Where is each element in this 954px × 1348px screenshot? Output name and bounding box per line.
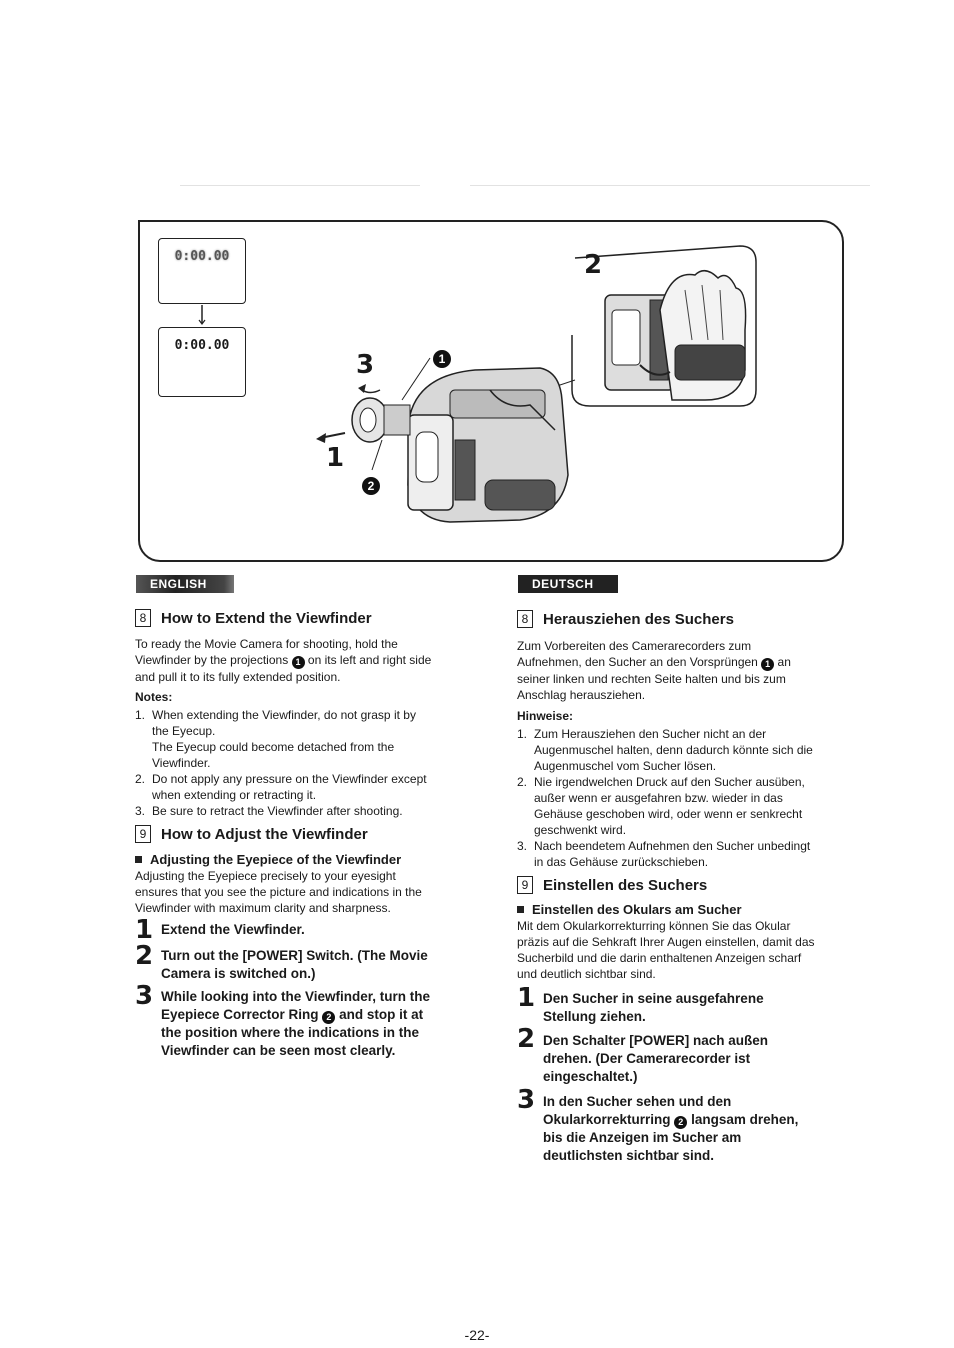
notes-label: Hinweise:: [517, 709, 574, 723]
sub-paragraph-en: Adjusting the Eyepiece precisely to your eyesight ensures that you see the picture and indications in the Viewfinder with maximum clarity and sharpness.: [135, 869, 422, 915]
language-badge-deutsch: DEUTSCH: [518, 575, 618, 593]
callout-2-icon: 2: [362, 477, 380, 495]
notes-list-en: [135, 707, 465, 819]
step-number: 1: [135, 915, 154, 945]
language-badge-english: ENGLISH: [136, 575, 234, 593]
section-heading-8-en: [135, 609, 372, 627]
page-number: -22-: [464, 1327, 490, 1343]
step-number: 3: [517, 1085, 536, 1115]
step-number: 1: [517, 983, 536, 1013]
callout-2-icon: 2: [322, 1011, 335, 1024]
section-heading-9-de: [517, 876, 707, 894]
paragraph-line: and pull it to its fully extended position.: [135, 670, 341, 684]
subheading-text: Einstellen des Okulars am Sucher: [532, 902, 742, 917]
step-number: 3: [135, 981, 154, 1011]
step-1-en: 1 Extend the Viewfinder.: [135, 915, 305, 945]
step-number: 2: [517, 1024, 536, 1054]
lcd-time-top: 0:00.00: [174, 249, 230, 264]
step-number: 2: [135, 941, 154, 971]
section-number: 9: [517, 876, 533, 894]
section-title: Herausziehen des Suchers: [543, 610, 734, 628]
callout-1-icon: 1: [761, 658, 774, 671]
illustration-step-2: 2: [584, 250, 603, 280]
section-title: How to Adjust the Viewfinder: [161, 825, 368, 843]
note-item: 2. Do not apply any pressure on the Viewfinder except when extending or retracting it.: [135, 772, 427, 802]
notes-list-de: [517, 726, 847, 870]
note-item: 3. Nach beendetem Aufnehmen den Sucher unbedingt in das Gehäuse zurückschieben.: [517, 839, 811, 869]
section-title: Einstellen des Suchers: [543, 876, 708, 894]
section-number: 8: [517, 610, 533, 628]
lcd-display-top: [158, 238, 246, 304]
step-2-de: 2 Den Schalter [POWER] nach außen drehen. (Der Camerarecorder ist eingeschaltet.): [517, 1024, 769, 1084]
step-3-de: 3 In den Sucher sehen und den Okularkorrekturring 2 langsam drehen, bis die Anzeigen im Sucher am deutlichsten sichtbar sind.: [517, 1085, 799, 1163]
scan-line: [180, 185, 420, 186]
section-heading-9-en: [135, 825, 368, 843]
subheading-en: [135, 852, 401, 867]
callout-1-icon: 1: [433, 350, 451, 368]
note-item: 1. When extending the Viewfinder, do not grasp it by the Eyecup. The Eyecup could become detached from the Viewfinder.: [135, 708, 416, 770]
lcd-time-bottom: 0:00.00: [174, 338, 230, 353]
paragraph-en: [135, 636, 465, 685]
text: Viewfinder by the projections: [135, 653, 289, 667]
step-1-de: 1 Den Sucher in seine ausgefahrene Stellung ziehen.: [517, 983, 764, 1024]
section-number: 9: [135, 825, 151, 843]
callout-1-icon: 1: [292, 656, 305, 669]
callout-2-icon: 2: [674, 1116, 687, 1129]
note-item: 3. Be sure to retract the Viewfinder after shooting.: [135, 804, 403, 818]
lcd-display-bottom: [158, 327, 246, 397]
step-3-en: 3 While looking into the Viewfinder, turn the Eyepiece Corrector Ring 2 and stop it at the position where the indications in the Viewfinder can be seen most clearly.: [135, 981, 431, 1058]
notes-label: Notes:: [135, 690, 173, 704]
note-item: 1. Zum Herausziehen den Sucher nicht an der Augenmuschel halten, denn dadurch könnte sich die Augenmuschel vom Sucher lösen.: [517, 727, 813, 773]
sub-paragraph-de: Mit dem Okularkorrekturring können Sie das Okular präzis auf die Sehkraft Ihrer Augen einstellen, damit das Sucherbild und die darin enthaltenen Anzeigen scharf und deutlich sichtbar sind.: [517, 919, 815, 981]
paragraph-line: [135, 652, 465, 669]
subheading-de: [517, 902, 742, 917]
subheading-text: Adjusting the Eyepiece of the Viewfinder: [150, 852, 402, 867]
section-heading-8-de: [517, 610, 734, 628]
step-2-en: 2 Turn out the [POWER] Switch. (The Movie Camera is switched on.): [135, 941, 428, 981]
text: on its left and right side: [307, 653, 432, 667]
square-bullet-icon: [517, 906, 524, 913]
square-bullet-icon: [135, 856, 142, 863]
paragraph-line: To ready the Movie Camera for shooting, hold the: [135, 637, 398, 651]
note-item: 2. Nie irgendwelchen Druck auf den Sucher ausüben, außer wenn er ausgefahren bzw. wieder in das Gehäuse geschoben wird, oder wenn er senkrecht geschwenkt wird.: [517, 775, 805, 837]
section-number: 8: [135, 609, 151, 627]
scan-line: [470, 185, 870, 186]
arrow-down-icon: [196, 305, 208, 327]
illustration-step-1: 1: [326, 443, 345, 473]
illustration-step-3: 3: [356, 350, 375, 380]
section-title: How to Extend the Viewfinder: [161, 609, 372, 627]
paragraph-de: Zum Vorbereiten des Camerarecorders zum Aufnehmen, den Sucher an den Vorsprüngen 1 an seiner linken und rechten Seite halten und bis zum Anschlag herausziehen.: [517, 639, 791, 702]
